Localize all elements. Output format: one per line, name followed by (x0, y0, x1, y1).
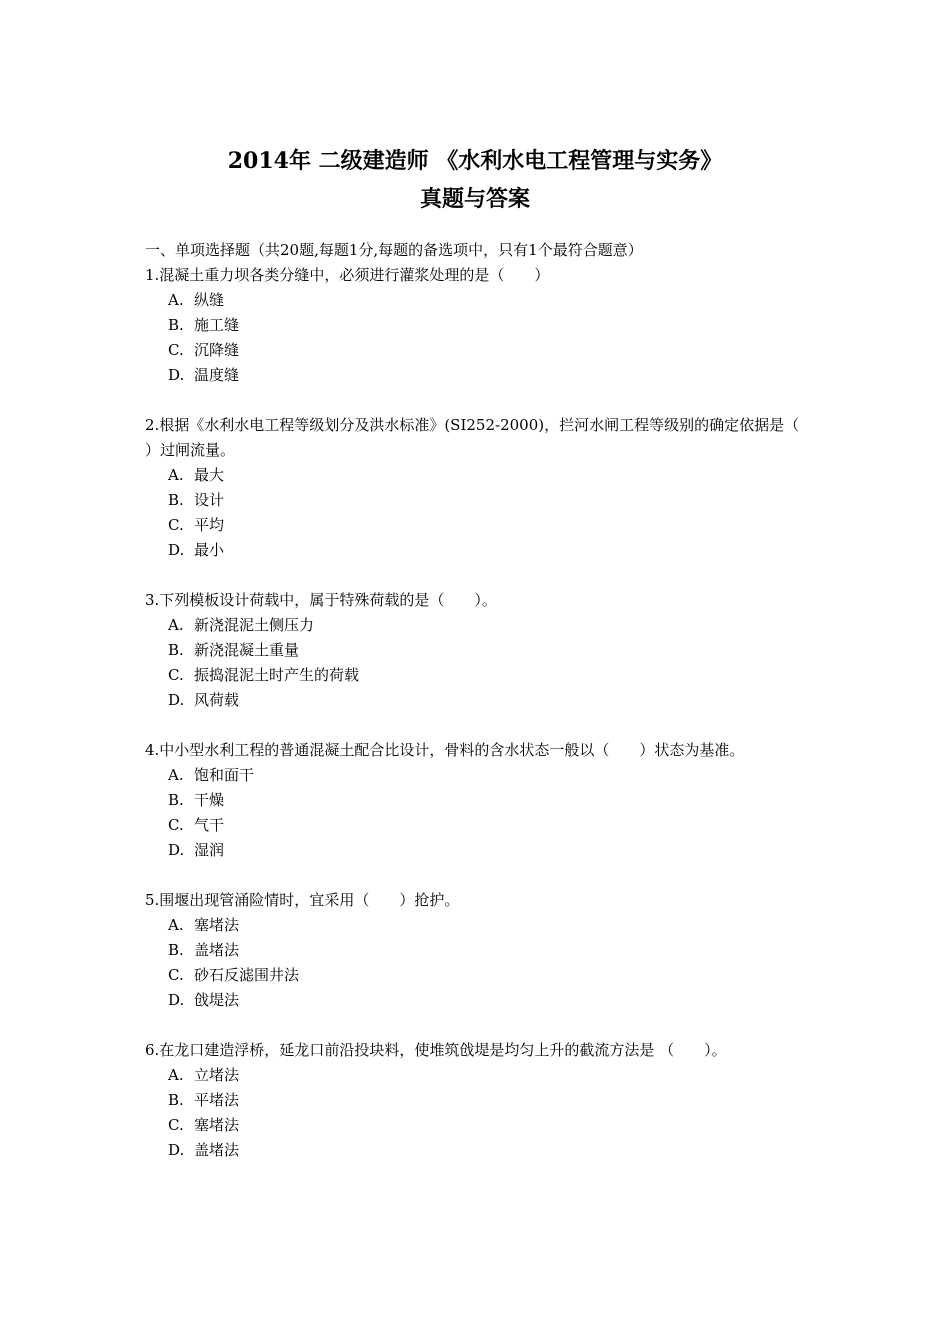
option-list (145, 913, 815, 1013)
option-list (145, 288, 815, 388)
option-list (145, 1063, 815, 1163)
option-d: D. 戗堤法 (168, 991, 240, 1009)
option-c: C. 砂石反滤围井法 (168, 966, 300, 984)
question-stem: 4.中小型水利工程的普通混凝土配合比设计，骨料的含水状态一般以（ ）状态为基准。 (145, 741, 745, 759)
option-a: A. 饱和面干 (168, 766, 255, 784)
option-c: C. 沉降缝 (168, 341, 240, 359)
option-list (145, 763, 815, 863)
option-d: D. 风荷载 (168, 691, 240, 709)
question-2 (145, 413, 830, 563)
option-b: B. 平堵法 (168, 1091, 240, 1109)
option-list (145, 613, 815, 713)
question-stem: 3.下列模板设计荷载中，属于特殊荷载的是（ ）。 (145, 591, 497, 609)
option-c: C. 气干 (168, 816, 225, 834)
question-stem: 5.围堰出现管涌险情时，宜采用（ ）抢护。 (145, 891, 460, 909)
option-c: C. 振捣混泥土时产生的荷载 (168, 666, 360, 684)
document-title: 2014年 二级建造师 《水利水电工程管理与实务》 (227, 148, 723, 174)
question-stem: 2.根据《水利水电工程等级划分及洪水标准》(SI252-2000)，拦河水闸工程等级别的确定依据是（ ）过闸流量。 (145, 416, 830, 459)
document-subtitle: 真题与答案 (419, 186, 530, 212)
section-heading: 一、单项选择题（共20题,每题1分,每题的备选项中，只有1个最符合题意） (145, 241, 643, 259)
option-d: D. 最小 (168, 541, 225, 559)
option-b: B. 干燥 (168, 791, 225, 809)
option-d: D. 温度缝 (168, 366, 240, 384)
question-stem: 6.在龙口建造浮桥，延龙口前沿投块料，使堆筑戗堤是均匀上升的截流方法是 （ ）。 (145, 1041, 727, 1059)
question-1 (145, 263, 815, 388)
option-a: A. 最大 (168, 466, 225, 484)
option-b: B. 盖堵法 (168, 941, 240, 959)
option-d: D. 湿润 (168, 841, 225, 859)
question-6 (145, 1038, 815, 1163)
option-a: A. 塞堵法 (168, 916, 240, 934)
question-4 (145, 738, 815, 863)
option-list (145, 463, 815, 563)
option-b: B. 新浇混凝土重量 (168, 641, 300, 659)
option-a: A. 纵缝 (168, 291, 225, 309)
option-a: A. 立堵法 (168, 1066, 240, 1084)
question-stem: 1.混凝土重力坝各类分缝中，必须进行灌浆处理的是（ ） (145, 266, 550, 284)
question-5 (145, 888, 815, 1013)
option-c: C. 塞堵法 (168, 1116, 240, 1134)
option-b: B. 施工缝 (168, 316, 240, 334)
option-d: D. 盖堵法 (168, 1141, 240, 1159)
option-c: C. 平均 (168, 516, 225, 534)
option-b: B. 设计 (168, 491, 225, 509)
option-a: A. 新浇混泥土侧压力 (168, 616, 315, 634)
question-3 (145, 588, 815, 713)
document-body (145, 238, 830, 1188)
